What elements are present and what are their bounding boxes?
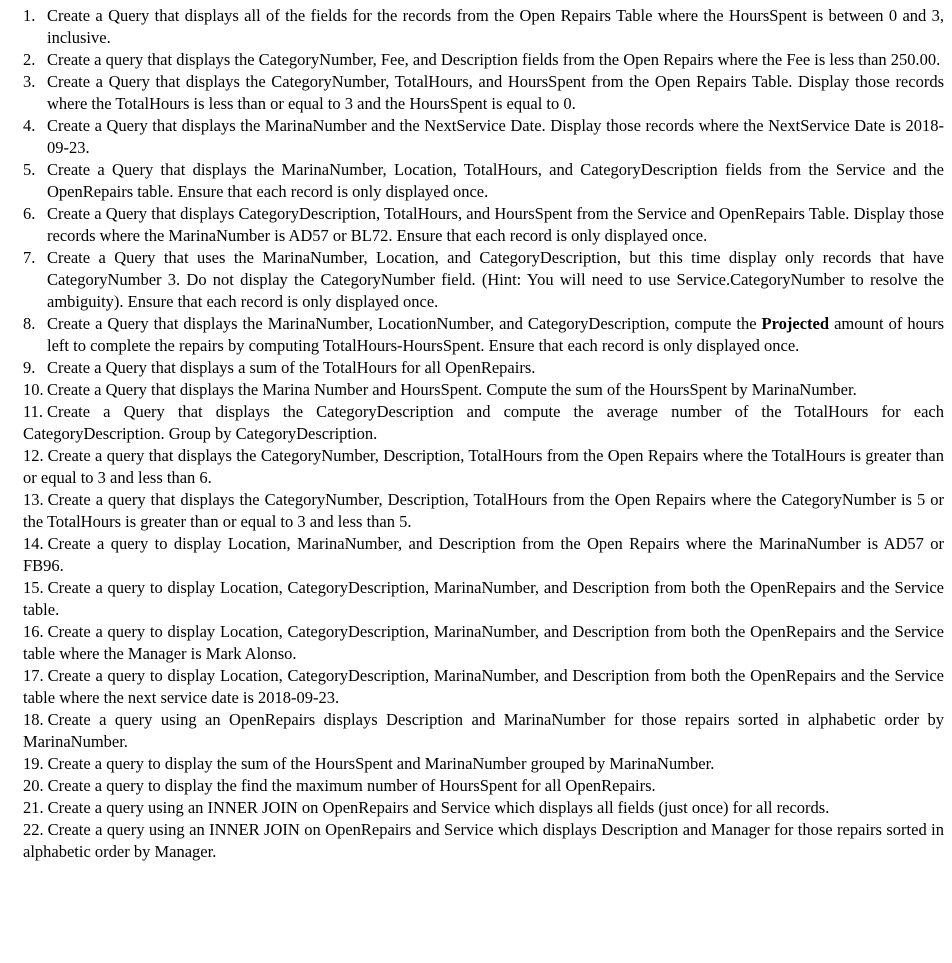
item-number: 15. bbox=[23, 578, 44, 597]
item-text-before: Create a Query that displays the MarinaNumber, LocationNumber, and CategoryDescription, compute the bbox=[47, 314, 762, 333]
item-text: Create a Query that uses the MarinaNumber, Location, and CategoryDescription, but this time display only records that have CategoryNumber 3. Do not display the CategoryNumber field. (Hint: You will need to use Service.CategoryNumber to resolve the ambiguity). Ensure that each record is only displayed once. bbox=[47, 248, 944, 311]
list-item bbox=[0, 489, 952, 533]
item-number: 17. bbox=[23, 666, 44, 685]
list-item bbox=[0, 159, 952, 203]
item-number: 18. bbox=[23, 710, 44, 729]
item-number: 12. bbox=[23, 446, 44, 465]
item-text: Create a Query that displays the Marina Number and HoursSpent. Compute the sum of the HoursSpent by MarinaNumber. bbox=[47, 380, 857, 399]
item-text: Create a Query that displays all of the fields for the records from the Open Repairs Table where the HoursSpent is between 0 and 3, inclusive. bbox=[47, 6, 944, 47]
item-text: Create a query to display Location, CategoryDescription, MarinaNumber, and Description from both the OpenRepairs and the Service table where the next service date is 2018-09-23. bbox=[23, 666, 944, 707]
assignment-document bbox=[0, 5, 952, 863]
list-item bbox=[0, 797, 952, 819]
item-text: Create a Query that displays CategoryDescription, TotalHours, and HoursSpent from the Service and OpenRepairs Table. Display those records where the MarinaNumber is AD57 or BL72. Ensure that each record is only displayed once. bbox=[47, 204, 944, 245]
list-item bbox=[0, 5, 952, 49]
item-number: 7. bbox=[23, 248, 36, 267]
item-number: 10. bbox=[23, 380, 44, 399]
item-number: 21. bbox=[23, 798, 44, 817]
list-item bbox=[0, 533, 952, 577]
item-number: 8. bbox=[23, 314, 36, 333]
list-item bbox=[0, 665, 952, 709]
list-item bbox=[0, 313, 952, 357]
list-item bbox=[0, 203, 952, 247]
item-text: Create a Query that displays a sum of the TotalHours for all OpenRepairs. bbox=[47, 358, 536, 377]
list-item bbox=[0, 775, 952, 797]
list-item bbox=[0, 71, 952, 115]
item-number: 13. bbox=[23, 490, 44, 509]
item-text: Create a query using an INNER JOIN on OpenRepairs and Service which displays all fields (just once) for all records. bbox=[47, 798, 830, 817]
item-text: Create a Query that displays the CategoryDescription and compute the average number of the TotalHours for each CategoryDescription. Group by CategoryDescription. bbox=[23, 402, 944, 443]
list-item bbox=[0, 621, 952, 665]
item-number: 14. bbox=[23, 534, 44, 553]
item-number: 16. bbox=[23, 622, 44, 641]
item-text-after: amount of hours left to complete the repairs by computing TotalHours-HoursSpent. Ensure that each record is only displayed once. bbox=[47, 314, 944, 355]
item-number: 9. bbox=[23, 358, 36, 377]
item-text: Create a query to display Location, CategoryDescription, MarinaNumber, and Description from both the OpenRepairs and the Service table. bbox=[23, 578, 944, 619]
list-item bbox=[0, 819, 952, 863]
item-text: Create a query to display the find the maximum number of HoursSpent for all OpenRepairs. bbox=[47, 776, 656, 795]
list-item bbox=[0, 445, 952, 489]
item-text: Create a query using an INNER JOIN on OpenRepairs and Service which displays Description and Manager for those repairs sorted in alphabetic order by Manager. bbox=[23, 820, 944, 861]
item-text: Create a Query that displays the MarinaNumber and the NextService Date. Display those records where the NextService Date is 2018-09-23. bbox=[47, 116, 944, 157]
item-number: 1. bbox=[23, 6, 36, 25]
item-number: 20. bbox=[23, 776, 44, 795]
item-text: Create a query that displays the CategoryNumber, Description, TotalHours from the Open Repairs where the CategoryNumber is 5 or the TotalHours is greater than or equal to 3 and less than 5. bbox=[23, 490, 944, 531]
list-item bbox=[0, 49, 952, 71]
list-item bbox=[0, 577, 952, 621]
item-number: 11. bbox=[23, 402, 44, 421]
item-text: Create a Query that displays the MarinaNumber, Location, TotalHours, and CategoryDescription fields from the Service and the OpenRepairs table. Ensure that each record is only displayed once. bbox=[47, 160, 944, 201]
item-number: 4. bbox=[23, 116, 36, 135]
item-text: Create a query to display Location, MarinaNumber, and Description from the Open Repairs where the MarinaNumber is AD57 or FB96. bbox=[23, 534, 944, 575]
item-text: Create a query using an OpenRepairs displays Description and MarinaNumber for those repairs sorted in alphabetic order by MarinaNumber. bbox=[23, 710, 944, 751]
item-text: Create a Query that displays the CategoryNumber, TotalHours, and HoursSpent from the Open Repairs Table. Display those records where the TotalHours is less than or equal to 3 and the HoursSpent is equal to 0. bbox=[47, 72, 944, 113]
list-item bbox=[0, 115, 952, 159]
item-number: 19. bbox=[23, 754, 44, 773]
item-text: Create a query to display the sum of the HoursSpent and MarinaNumber grouped by MarinaNumber. bbox=[47, 754, 715, 773]
item-text: Create a query that displays the CategoryNumber, Description, TotalHours from the Open Repairs where the TotalHours is greater than or equal to 3 and less than 6. bbox=[23, 446, 944, 487]
item-number: 5. bbox=[23, 160, 36, 179]
item-number: 6. bbox=[23, 204, 36, 223]
item-text: Create a query that displays the CategoryNumber, Fee, and Description fields from the Open Repairs where the Fee is less than 250.00. bbox=[47, 50, 941, 69]
list-item bbox=[0, 247, 952, 313]
list-item bbox=[0, 709, 952, 753]
item-bold-term: Projected bbox=[761, 314, 830, 333]
item-number: 2. bbox=[23, 50, 36, 69]
list-item bbox=[0, 753, 952, 775]
item-number: 22. bbox=[23, 820, 44, 839]
item-text: Create a query to display Location, CategoryDescription, MarinaNumber, and Description from both the OpenRepairs and the Service table where the Manager is Mark Alonso. bbox=[23, 622, 944, 663]
list-item bbox=[0, 379, 952, 401]
item-number: 3. bbox=[23, 72, 36, 91]
list-item bbox=[0, 401, 952, 445]
list-item bbox=[0, 357, 952, 379]
